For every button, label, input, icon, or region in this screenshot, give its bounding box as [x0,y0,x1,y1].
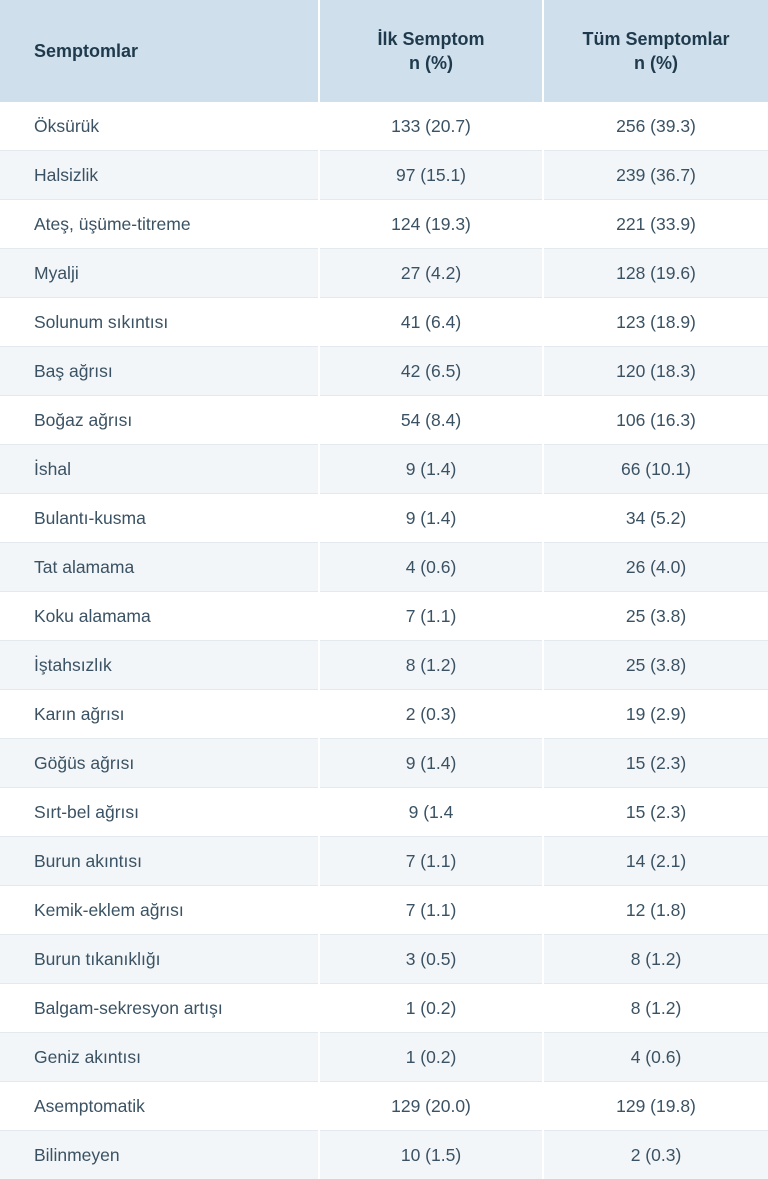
table-row [0,249,768,298]
table-row [0,592,768,641]
cell-symptom-name: Burun tıkanıklığı [0,935,319,984]
cell-symptom-name: Boğaz ağrısı [0,396,319,445]
cell-first-symptom-count: 4 (0.6) [319,543,543,592]
column-header-first-symptom [319,0,543,102]
column-header-first-symptom-line2: n (%) [320,51,542,75]
cell-all-symptoms-count: 4 (0.6) [543,1033,768,1082]
cell-all-symptoms-count: 239 (36.7) [543,151,768,200]
cell-symptom-name: Göğüs ağrısı [0,739,319,788]
cell-first-symptom-count: 133 (20.7) [319,102,543,151]
cell-first-symptom-count: 124 (19.3) [319,200,543,249]
cell-all-symptoms-count: 123 (18.9) [543,298,768,347]
cell-all-symptoms-count: 256 (39.3) [543,102,768,151]
cell-all-symptoms-count: 129 (19.8) [543,1082,768,1131]
table-row [0,151,768,200]
cell-symptom-name: Koku alamama [0,592,319,641]
cell-first-symptom-count: 3 (0.5) [319,935,543,984]
table-row [0,347,768,396]
cell-first-symptom-count: 27 (4.2) [319,249,543,298]
cell-symptom-name: Balgam-sekresyon artışı [0,984,319,1033]
cell-all-symptoms-count: 34 (5.2) [543,494,768,543]
cell-all-symptoms-count: 2 (0.3) [543,1131,768,1179]
table-row [0,298,768,347]
cell-symptom-name: Asemptomatik [0,1082,319,1131]
cell-all-symptoms-count: 221 (33.9) [543,200,768,249]
table-row [0,886,768,935]
cell-first-symptom-count: 7 (1.1) [319,592,543,641]
table-row [0,739,768,788]
cell-symptom-name: Baş ağrısı [0,347,319,396]
cell-symptom-name: Ateş, üşüme-titreme [0,200,319,249]
cell-all-symptoms-count: 120 (18.3) [543,347,768,396]
cell-symptom-name: İştahsızlık [0,641,319,690]
table-row [0,102,768,151]
cell-first-symptom-count: 8 (1.2) [319,641,543,690]
table-row [0,984,768,1033]
cell-first-symptom-count: 7 (1.1) [319,837,543,886]
cell-first-symptom-count: 42 (6.5) [319,347,543,396]
table-row [0,543,768,592]
cell-all-symptoms-count: 19 (2.9) [543,690,768,739]
cell-all-symptoms-count: 106 (16.3) [543,396,768,445]
cell-first-symptom-count: 54 (8.4) [319,396,543,445]
table-row [0,935,768,984]
cell-all-symptoms-count: 8 (1.2) [543,984,768,1033]
cell-symptom-name: Solunum sıkıntısı [0,298,319,347]
table-row [0,200,768,249]
cell-first-symptom-count: 9 (1.4) [319,739,543,788]
table-row [0,445,768,494]
cell-symptom-name: Sırt-bel ağrısı [0,788,319,837]
cell-first-symptom-count: 2 (0.3) [319,690,543,739]
table-body [0,102,768,1179]
header-row [0,0,768,102]
cell-all-symptoms-count: 14 (2.1) [543,837,768,886]
cell-first-symptom-count: 1 (0.2) [319,1033,543,1082]
cell-symptom-name: Bilinmeyen [0,1131,319,1179]
column-header-all-symptoms [543,0,768,102]
cell-first-symptom-count: 9 (1.4) [319,494,543,543]
cell-first-symptom-count: 129 (20.0) [319,1082,543,1131]
cell-symptom-name: Halsizlik [0,151,319,200]
table-row [0,1082,768,1131]
column-header-all-symptoms-line2: n (%) [544,51,768,75]
table-row [0,1131,768,1179]
cell-all-symptoms-count: 26 (4.0) [543,543,768,592]
column-header-all-symptoms-line1: Tüm Semptomlar [544,27,768,51]
cell-all-symptoms-count: 128 (19.6) [543,249,768,298]
cell-all-symptoms-count: 25 (3.8) [543,592,768,641]
cell-all-symptoms-count: 66 (10.1) [543,445,768,494]
cell-symptom-name: Burun akıntısı [0,837,319,886]
column-header-first-symptom-line1: İlk Semptom [320,27,542,51]
cell-symptom-name: Myalji [0,249,319,298]
cell-first-symptom-count: 10 (1.5) [319,1131,543,1179]
cell-all-symptoms-count: 8 (1.2) [543,935,768,984]
table-header [0,0,768,102]
table-row [0,837,768,886]
column-header-symptoms [0,0,319,102]
table-row [0,788,768,837]
table-row [0,396,768,445]
table-row [0,1033,768,1082]
cell-first-symptom-count: 7 (1.1) [319,886,543,935]
cell-first-symptom-count: 97 (15.1) [319,151,543,200]
table-row [0,494,768,543]
cell-symptom-name: Bulantı-kusma [0,494,319,543]
cell-first-symptom-count: 9 (1.4 [319,788,543,837]
table-row [0,690,768,739]
table-row [0,641,768,690]
column-header-symptoms-label: Semptomlar [34,39,318,63]
cell-all-symptoms-count: 15 (2.3) [543,739,768,788]
cell-first-symptom-count: 9 (1.4) [319,445,543,494]
cell-all-symptoms-count: 12 (1.8) [543,886,768,935]
cell-symptom-name: Öksürük [0,102,319,151]
cell-all-symptoms-count: 25 (3.8) [543,641,768,690]
cell-all-symptoms-count: 15 (2.3) [543,788,768,837]
cell-first-symptom-count: 1 (0.2) [319,984,543,1033]
cell-symptom-name: Tat alamama [0,543,319,592]
cell-symptom-name: İshal [0,445,319,494]
cell-symptom-name: Geniz akıntısı [0,1033,319,1082]
cell-first-symptom-count: 41 (6.4) [319,298,543,347]
cell-symptom-name: Karın ağrısı [0,690,319,739]
cell-symptom-name: Kemik-eklem ağrısı [0,886,319,935]
